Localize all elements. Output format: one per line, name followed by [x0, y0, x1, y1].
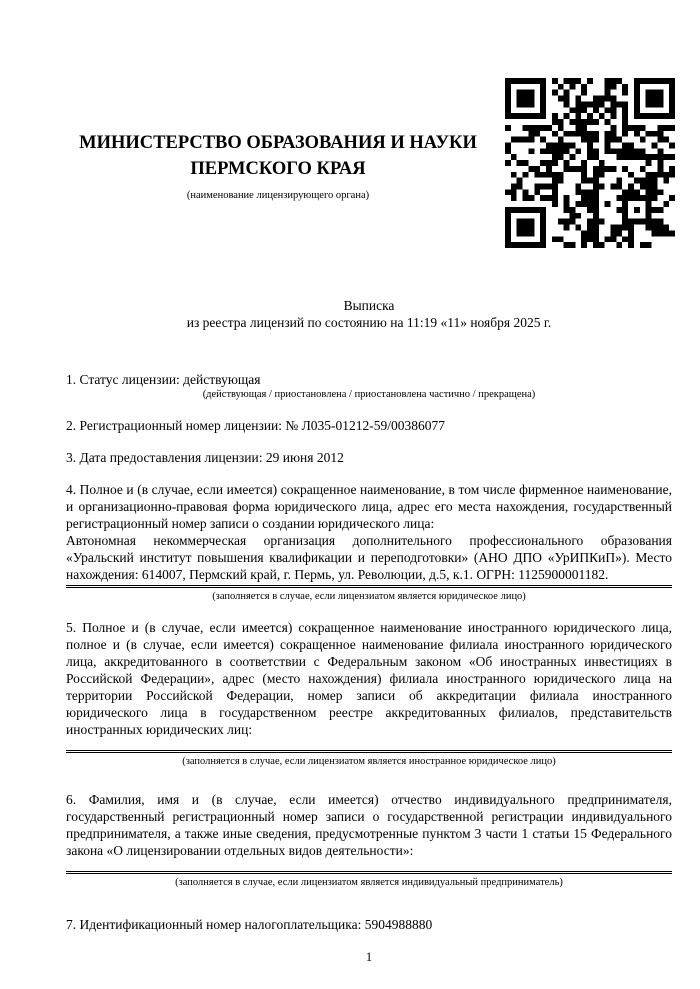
item-entrepreneur	[66, 791, 672, 890]
grant-date-text: 3. Дата предоставления лицензии: 29 июня 2012	[66, 450, 344, 465]
entrepreneur-caption: (заполняется в случае, если лицензиатом является индивидуальный предприниматель)	[175, 877, 563, 888]
foreign-entity-caption: (заполняется в случае, если лицензиатом является иностранное юридическое лицо)	[182, 756, 556, 767]
ministry-caption: (наименование лицензирующего органа)	[186, 190, 370, 201]
legal-entity-question: 4. Полное и (в случае, если имеется) сокращенное наименование, в том числе фирменное наименование, и организационно-правовая форма юридического лица, адрес его места нахождения, государственный регистрационный номер записи о создании юридического лица:	[66, 482, 672, 531]
document-title	[66, 297, 672, 331]
entrepreneur-fill-line	[66, 871, 672, 874]
item-license-status	[66, 371, 672, 402]
item-grant-date	[66, 449, 672, 466]
legal-entity-answer: Автономная некоммерческая организация дополнительного профессионального образования «Уральский институт повышения квалификации и переподготовки» (АНО ДПО «УрИПКиП»). Место нахождения: 614007, Пермский край, г. Пермь, ул. Революции, д.5, к.1. ОГРН: 1125900001182.	[66, 533, 672, 582]
legal-entity-caption: (заполняется в случае, если лицензиатом является юридическое лицо)	[212, 591, 526, 602]
legal-entity-fill-line	[66, 585, 672, 588]
entrepreneur-question: 6. Фамилия, имя и (в случае, если имеется) отчество индивидуального предпринимателя, государственный регистрационный номер записи о государственной регистрации индивидуального предпринимателя, а также иные сведения, предусмотренные пунктом 3 части 1 статьи 15 Федерального закона «О лицензировании отдельных видов деятельности»:	[66, 792, 672, 858]
item-taxpayer-number	[66, 916, 672, 933]
ministry-name-line1: МИНИСТЕРСТВО ОБРАЗОВАНИЯ И НАУКИ	[79, 133, 477, 153]
document-title-line2: из реестра лицензий по состоянию на 11:19 «11» ноября 2025 г.	[186, 315, 552, 330]
qr-code-image	[505, 78, 675, 248]
item-foreign-entity	[66, 619, 672, 769]
item-legal-entity	[66, 481, 672, 604]
license-status-caption: (действующая / приостановлена / приостановлена частично / прекращена)	[202, 389, 536, 400]
license-status-text: 1. Статус лицензии: действующая	[66, 372, 261, 387]
item-registration-number	[66, 417, 672, 434]
document-title-line1: Выписка	[343, 298, 395, 313]
qr-code	[505, 78, 675, 248]
ministry-name-line2: ПЕРМСКОГО КРАЯ	[190, 159, 366, 179]
page-number: 1	[365, 950, 373, 964]
registration-number-text: 2. Регистрационный номер лицензии: № Л035-01212-59/00386077	[66, 418, 446, 433]
foreign-entity-fill-line	[66, 750, 672, 753]
taxpayer-number-text: 7. Идентификационный номер налогоплательщика: 5904988880	[66, 917, 433, 932]
licensing-authority-header	[66, 130, 490, 202]
foreign-entity-question: 5. Полное и (в случае, если имеется) сокращенное наименование иностранного юридического лица, полное и (в случае, если имеется) сокращенное наименование филиала иностранного юридического лица, аккредитованного в соответствии с Федеральным законом «Об иностранных инвестициях в Российской Федерации», адрес (место нахождения) филиала иностранного юридического лица на территории Российской Федерации, номер записи об аккредитации филиала иностранного юридического лица в государственном реестре аккредитованных филиалов, представительств иностранных юридических лиц:	[66, 620, 672, 737]
